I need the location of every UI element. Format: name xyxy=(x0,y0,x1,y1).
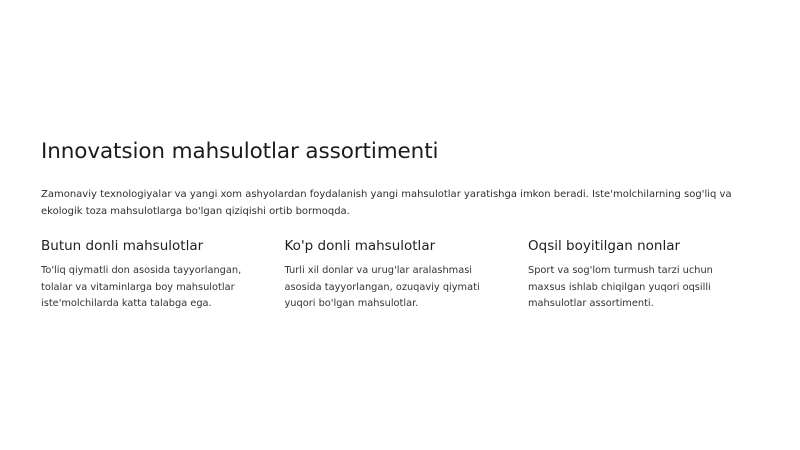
feature-multigrain xyxy=(285,236,529,313)
feature-title: Butun donli mahsulotlar xyxy=(41,238,204,254)
feature-columns xyxy=(41,236,759,313)
feature-description: Turli xil donlar va urug'lar aralashmasi asosida tayyorlangan, ozuqaviy qiymati yuqori bo'lgan mahsulotlar. xyxy=(284,265,480,309)
slide-title: Innovatsion mahsulotlar assortimenti xyxy=(41,139,439,164)
feature-whole-grain xyxy=(41,236,285,313)
feature-title: Oqsil boyitilgan nonlar xyxy=(528,238,681,254)
feature-protein-bread xyxy=(528,236,772,313)
feature-description: Sport va sog'lom turmush tarzi uchun maxsus ishlab chiqilgan yuqori oqsilli mahsulotlar assortimenti. xyxy=(528,265,713,309)
feature-title: Ko'p donli mahsulotlar xyxy=(284,238,436,254)
feature-description: To'liq qiymatli don asosida tayyorlangan, tolalar va vitaminlarga boy mahsulotlar iste'molchilarda katta talabga ega. xyxy=(41,265,242,309)
slide-content xyxy=(41,136,759,313)
intro-paragraph: Zamonaviy texnologiyalar va yangi xom ashyolardan foydalanish yangi mahsulotlar yaratishga imkon beradi. Iste'molchilarning sog'liq va ekologik toza mahsulotlarga bo'lgan qiziqishi ortib bormoqda. xyxy=(41,189,732,217)
